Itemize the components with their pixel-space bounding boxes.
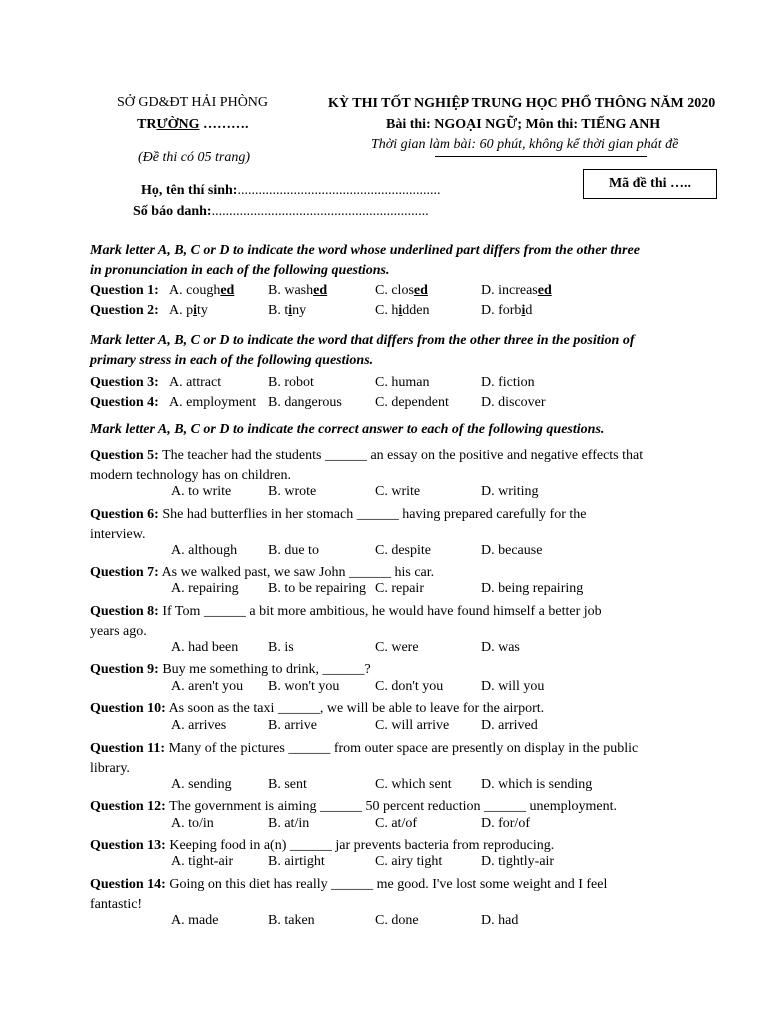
- question-label: Question 12:: [90, 799, 166, 814]
- option-d: D. writing: [481, 484, 539, 499]
- option-a: A. pity: [169, 303, 208, 318]
- question-stem: Question 11: Many of the pictures ______ from outer space are presently on display in the public library.: [90, 741, 639, 776]
- question-stem: Question 13: Keeping food in a(n) ______ jar prevents bacteria from reproducing.: [90, 838, 555, 853]
- question-label: Question 11:: [90, 741, 166, 756]
- question-stem: Question 5: The teacher had the students ______ an essay on the positive and negative effects that modern technology has on children.: [90, 448, 644, 483]
- option-a: A. employment: [169, 395, 257, 410]
- question-label: Question 5:: [90, 448, 159, 463]
- option-a: A. aren't you: [171, 679, 244, 694]
- question-label: Question 13:: [90, 838, 166, 853]
- option-b: B. is: [268, 640, 294, 655]
- option-d: D. because: [481, 543, 543, 558]
- section-stress-instruction: Mark letter A, B, C or D to indicate the word that differs from the other three in the position of primary stress in each of the following questions.: [90, 333, 635, 368]
- question-label: Question 1:: [90, 283, 159, 298]
- option-d: D. discover: [481, 395, 546, 410]
- option-b: B. won't you: [268, 679, 340, 694]
- question-stem: Question 7: As we walked past, we saw John ______ his car.: [90, 565, 435, 580]
- option-b: B. taken: [268, 913, 315, 928]
- option-a: A. had been: [171, 640, 239, 655]
- option-b: B. washed: [268, 283, 328, 298]
- candidate-number-line: Số báo danh:..............................................................: [133, 204, 429, 219]
- question-label: Question 10:: [90, 701, 166, 716]
- option-b: B. dangerous: [268, 395, 342, 410]
- option-c: C. airy tight: [375, 854, 443, 869]
- option-d: D. arrived: [481, 718, 538, 733]
- department-name: SỞ GD&ĐT HẢI PHÒNG: [117, 95, 269, 110]
- question-stem: Question 12: The government is aiming ______ 50 percent reduction ______ unemployment.: [90, 799, 617, 814]
- option-a: A. coughed: [169, 283, 235, 298]
- option-d: D. had: [481, 913, 519, 928]
- question-label: Question 8:: [90, 604, 159, 619]
- option-b: B. tiny: [268, 303, 307, 318]
- option-a: A. to write: [171, 484, 232, 499]
- option-d: D. fiction: [481, 375, 535, 390]
- option-d: D. for/of: [481, 816, 530, 831]
- question-label: Question 9:: [90, 662, 159, 677]
- option-c: C. despite: [375, 543, 431, 558]
- time-note: Thời gian làm bài: 60 phút, không kể thời gian phát đề: [371, 137, 679, 152]
- pages-note: (Đề thi có 05 trang): [138, 150, 250, 165]
- school-name: TRƯỜNG ……….: [137, 117, 249, 132]
- question-stem: Question 6: She had butterflies in her stomach ______ having prepared carefully for the interview.: [90, 507, 587, 542]
- option-c: C. write: [375, 484, 421, 499]
- option-a: A. although: [171, 543, 238, 558]
- option-c: C. don't you: [375, 679, 444, 694]
- question-label: Question 7:: [90, 565, 159, 580]
- option-d: D. which is sending: [481, 777, 593, 792]
- option-b: B. arrive: [268, 718, 317, 733]
- option-d: D. will you: [481, 679, 545, 694]
- option-a: A. sending: [171, 777, 232, 792]
- option-b: B. to be repairing: [268, 581, 366, 596]
- question-label: Question 3:: [90, 375, 159, 390]
- option-a: A. to/in: [171, 816, 214, 831]
- option-c: C. were: [375, 640, 419, 655]
- section-correct-answer-instruction: Mark letter A, B, C or D to indicate the correct answer to each of the following questions.: [90, 422, 605, 437]
- question-label: Question 6:: [90, 507, 159, 522]
- option-a: A. tight-air: [171, 854, 234, 869]
- option-b: B. sent: [268, 777, 307, 792]
- exam-title: KỲ THI TỐT NGHIỆP TRUNG HỌC PHỔ THÔNG NĂM 2020: [328, 96, 716, 111]
- option-c: C. at/of: [375, 816, 417, 831]
- exam-code-box: Mã đề thi …..: [583, 169, 717, 199]
- option-c: C. human: [375, 375, 430, 390]
- question-label: Question 2:: [90, 303, 159, 318]
- option-c: C. will arrive: [375, 718, 450, 733]
- option-a: A. made: [171, 913, 219, 928]
- option-c: C. done: [375, 913, 419, 928]
- option-b: B. robot: [268, 375, 314, 390]
- option-c: C. dependent: [375, 395, 449, 410]
- option-a: A. arrives: [171, 718, 227, 733]
- time-note-rule: [435, 156, 647, 157]
- question-label: Question 14:: [90, 877, 166, 892]
- option-d: D. was: [481, 640, 520, 655]
- section-pronunciation-instruction: Mark letter A, B, C or D to indicate the word whose underlined part differs from the other three in pronunciation in each of the following questions.: [90, 243, 640, 278]
- question-stem: Question 9: Buy me something to drink, ______?: [90, 662, 371, 677]
- option-b: B. wrote: [268, 484, 317, 499]
- option-d: D. forbid: [481, 303, 533, 318]
- option-c: C. hidden: [375, 303, 430, 318]
- option-b: B. at/in: [268, 816, 310, 831]
- option-c: C. closed: [375, 283, 428, 298]
- option-c: C. which sent: [375, 777, 452, 792]
- candidate-name-line: Họ, tên thí sinh:..........................................................: [141, 183, 441, 198]
- subject-line: Bài thi: NGOẠI NGỮ; Môn thi: TIẾNG ANH: [386, 117, 661, 132]
- option-c: C. repair: [375, 581, 424, 596]
- option-a: A. attract: [169, 375, 222, 390]
- option-d: D. tightly-air: [481, 854, 555, 869]
- option-d: D. increased: [481, 283, 552, 298]
- option-b: B. airtight: [268, 854, 325, 869]
- question-stem: Question 14: Going on this diet has really ______ me good. I've lost some weight and I feel fantastic!: [90, 877, 608, 912]
- question-stem: Question 8: If Tom ______ a bit more ambitious, he would have found himself a better job years ago.: [90, 604, 602, 639]
- option-d: D. being repairing: [481, 581, 584, 596]
- option-b: B. due to: [268, 543, 319, 558]
- option-a: A. repairing: [171, 581, 239, 596]
- question-label: Question 4:: [90, 395, 159, 410]
- question-stem: Question 10: As soon as the taxi ______, we will be able to leave for the airport.: [90, 701, 545, 716]
